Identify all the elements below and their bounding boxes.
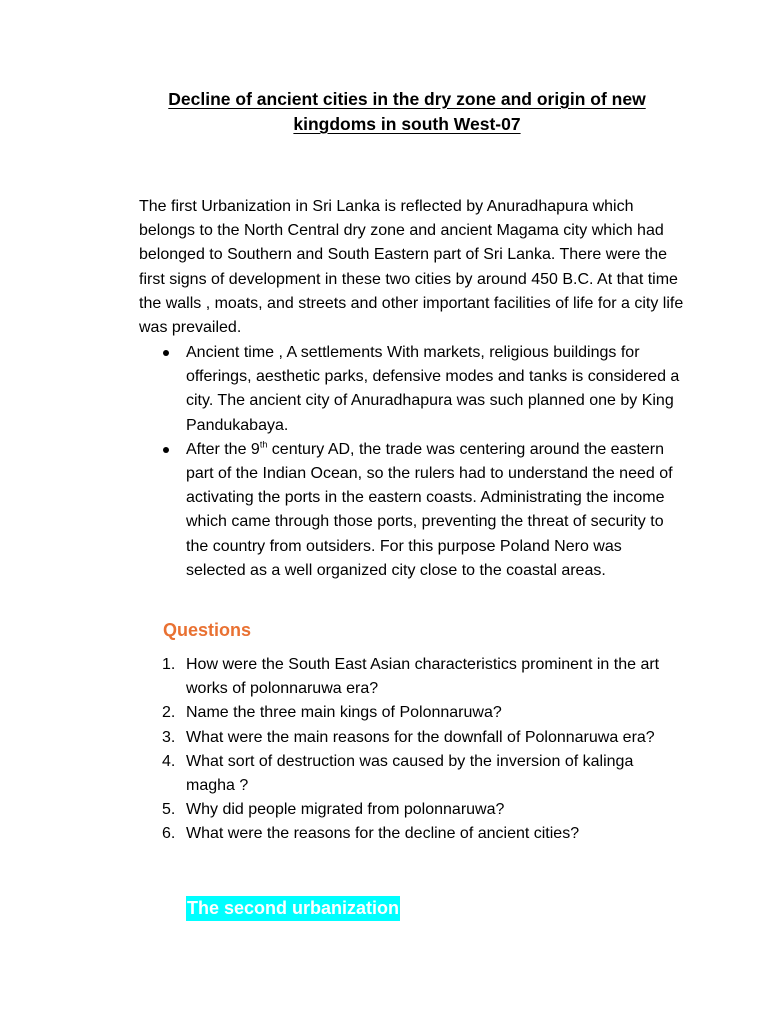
title-line-1: Decline of ancient cities in the dry zone and origin of new	[168, 89, 646, 109]
question-item	[139, 701, 684, 725]
question-number: 6.	[162, 825, 176, 843]
bullet-item	[139, 341, 684, 438]
bullet-list	[139, 341, 684, 583]
bullet-superscript: th	[259, 439, 268, 450]
question-text: What sort of destruction was caused by the inversion of kalinga magha ?	[186, 752, 634, 795]
title-line-2: kingdoms in south West-07	[293, 114, 521, 134]
bullet-text: Ancient time , A settlements With markets, religious buildings for offerings, aesthetic parks, defensive modes and tanks is considered a city. The ancient city of Anuradhapura was such planned one by King Pandukabaya.	[186, 344, 680, 434]
question-text: What were the reasons for the decline of ancient cities?	[186, 825, 580, 843]
bullet-item	[139, 438, 684, 583]
question-text: Why did people migrated from polonnaruwa?	[186, 801, 505, 819]
document-title	[120, 87, 694, 137]
section-heading-second-urbanization: The second urbanization	[186, 896, 400, 921]
questions-list	[139, 653, 684, 847]
question-number: 3.	[162, 728, 176, 746]
bullet-text-before: After the 9	[186, 440, 260, 458]
questions-heading: Questions	[163, 620, 252, 640]
question-text: What were the main reasons for the downfall of Polonnaruwa era?	[186, 728, 655, 746]
bullet-text-after: century AD, the trade was centering around the eastern part of the Indian Ocean, so the rulers had to understand the need of activating the ports in the eastern coasts. Administrating the income which came through those ports, preventing the threat of security to the country from outsiders. For this purpose Poland Nero was selected as a well organized city close to the coastal areas.	[186, 440, 673, 579]
question-number: 2.	[162, 704, 176, 722]
question-item	[139, 750, 684, 798]
question-item	[139, 822, 684, 846]
question-number: 4.	[162, 752, 176, 770]
bullet-dot-icon	[163, 447, 169, 453]
bullet-dot-icon	[163, 350, 169, 356]
question-item	[139, 798, 684, 822]
question-text: How were the South East Asian characteristics prominent in the art works of polonnaruwa era?	[186, 656, 660, 698]
question-item	[139, 726, 684, 750]
intro-paragraph: The first Urbanization in Sri Lanka is reflected by Anuradhapura which belongs to the North Central dry zone and ancient Magama city which had belonged to Southern and South Eastern part of Sri Lanka. There were the first signs of development in these two cities by around 450 B.C. At that time the walls , moats, and streets and other important facilities of life for a city life was prevailed.	[139, 198, 684, 337]
question-text: Name the three main kings of Polonnaruwa?	[186, 704, 502, 722]
question-item	[139, 653, 684, 701]
question-number: 1.	[162, 656, 176, 673]
question-number: 5.	[162, 801, 176, 819]
